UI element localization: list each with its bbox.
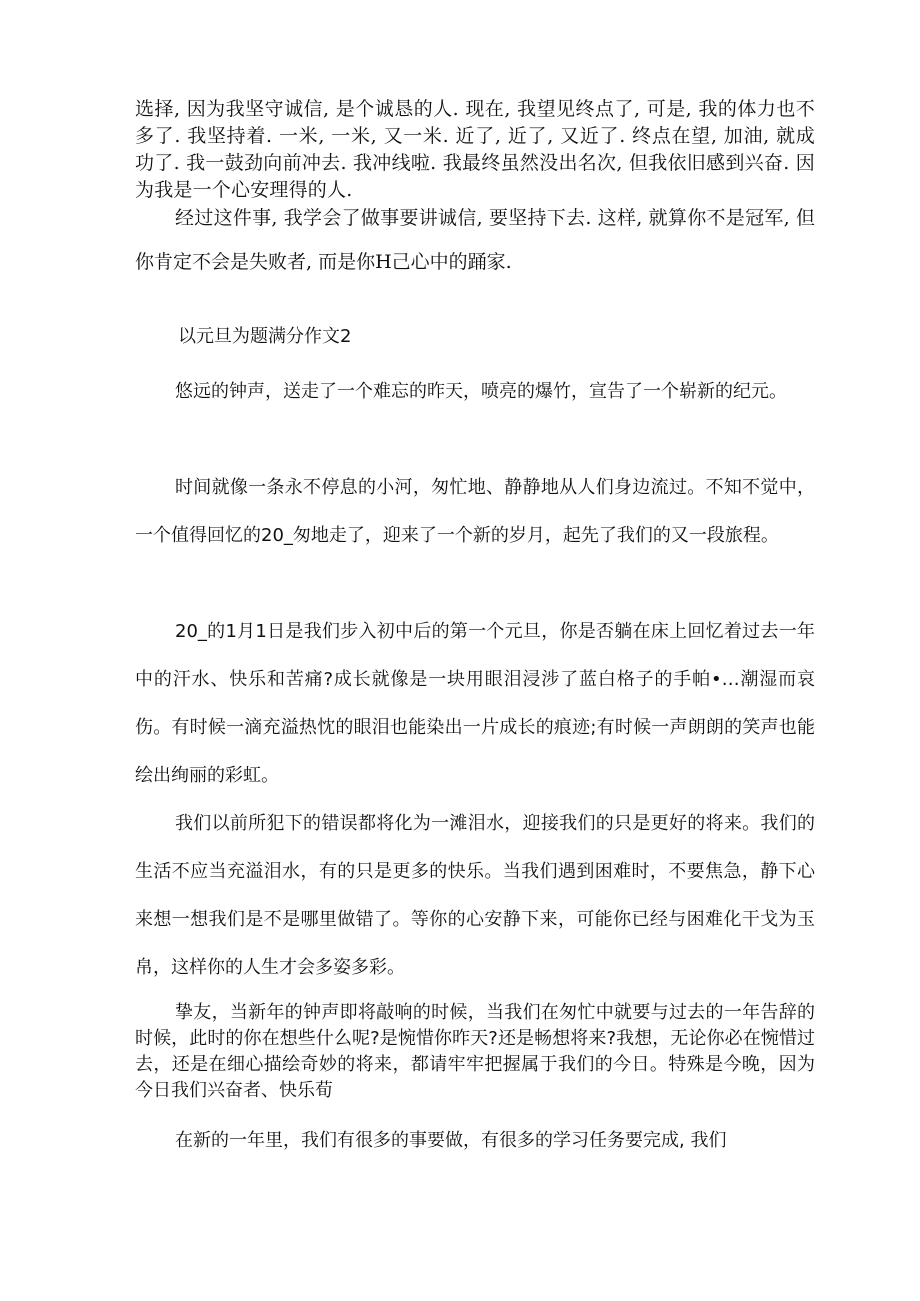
paragraph-5: 20_的1月1日是我们步入初中后的第一个元旦，你是否躺在床上回忆着过去一年中的汗水、快乐和苦痛?成长就像是一块用眼泪浸涉了蓝白格子的手帕•…潮湿而哀伤。有时候一滴充溢热忱的眼泪也能染出一片成长的痕迹;有时候一声朗朗的笑声也能绘出绚丽的彩虹。 (135, 621, 815, 786)
paragraph-6: 我们以前所犯下的错误都将化为一滩泪水，迎接我们的只是更好的将来。我们的生活不应当充溢泪水，有的只是更多的快乐。当我们遇到困难时，不要焦急，静下心来想一想我们是不是哪里做错了。等你的心安静下来，可能你已经与困难化干戈为玉帛，这样你的人生才会多姿多彩。 (135, 813, 815, 978)
paragraph-1: 选择, 因为我坚守诚信, 是个诚恳的人. 现在, 我望见终点了, 可是, 我的体力也不多了. 我坚持着. 一米, 一米, 又一米. 近了, 近了, 又近了. 终点在望, 加油, 就成功了. 我一鼓劲向前冲去. 我冲线啦. 我最终虽然没出名次, 但我依旧感到兴奋. 因为我是一个心安理得的人. (135, 98, 815, 201)
paragraph-4: 时间就像一条永不停息的小河，匆忙地、静静地从人们身边流过。不知不觉中，一个值得回忆的20_匆地走了，迎来了一个新的岁月，起先了我们的又一段旅程。 (135, 477, 815, 546)
paragraph-8: 在新的一年里，我们有很多的事要做，有很多的学习任务要完成, 我们 (175, 1130, 727, 1151)
section-heading: 以元旦为题满分作文2 (178, 326, 352, 347)
paragraph-7: 挚友，当新年的钟声即将敲响的时候，当我们在匆忙中就要与过去的一年告辞的时候，此时的你在想些什么呢?是惋惜你昨天?还是畅想将来?我想，无论你必在惋惜过去，还是在细心描绘奇妙的将来，都请牢牢把握属于我们的今日。特殊是今晚，因为今日我们兴奋者、快乐荀 (135, 1002, 815, 1101)
paragraph-2: 经过这件事, 我学会了做事要讲诚信, 要坚持下去. 这样, 就算你不是冠军, 但你肯定不会是失败者, 而是你H己心中的踊家. (135, 207, 815, 273)
paragraph-3: 悠远的钟声，送走了一个难忘的昨天，喷亮的爆竹，宣告了一个崭新的纪元。 (175, 381, 787, 402)
